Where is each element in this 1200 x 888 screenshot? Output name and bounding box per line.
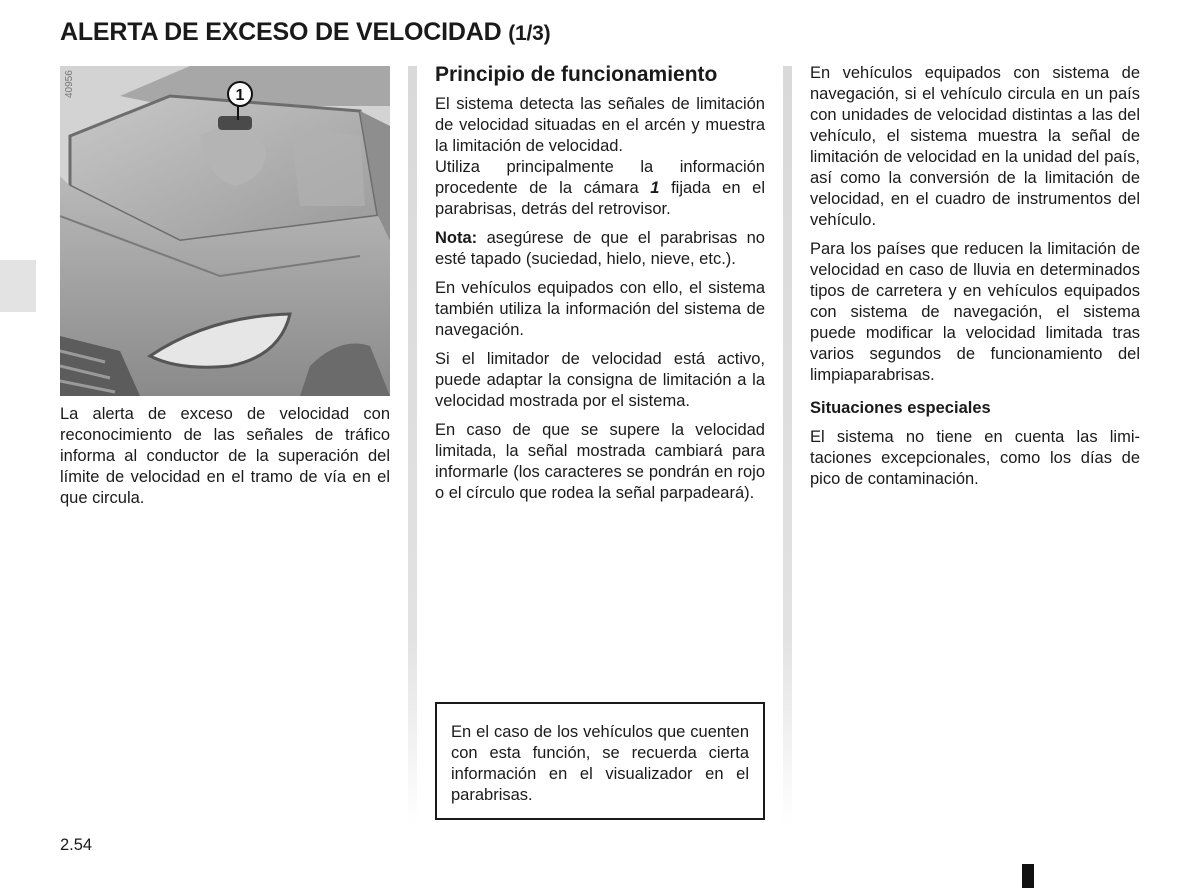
page-title bbox=[60, 18, 550, 47]
column-separator bbox=[408, 66, 417, 826]
illustration-caption: La alerta de exceso de velocidad con reconocimiento de las señales de tráfico informa al conductor de la superación del límite de velocidad en el tramo de vía en el que circula. bbox=[60, 405, 390, 507]
column-middle bbox=[435, 62, 765, 512]
subsection-heading: Situaciones especiales bbox=[810, 399, 991, 417]
car-windshield-illustration bbox=[60, 66, 390, 396]
paragraph: En caso de que se supere la velocidad limitada, la señal mostrada cambiará para informarle (los caracteres se pondrán en rojo o el círculo que rodea la señal parpadeará). bbox=[435, 421, 765, 502]
image-reference-code: 40956 bbox=[64, 70, 75, 98]
column-left bbox=[60, 404, 390, 509]
info-box bbox=[435, 702, 765, 820]
column-separator bbox=[783, 66, 792, 826]
page-title-text: ALERTA DE EXCESO DE VELOCIDAD bbox=[60, 18, 502, 46]
paragraph: Para los países que reducen la limitación de velocidad en caso de lluvia en determinados tipos de carretera y en vehículos equipados con sistema de navegación, el sistema puede modificar la velocidad limitada tras varios segundos de funcionamiento del limpiaparabrisas. bbox=[810, 240, 1140, 384]
paragraph bbox=[435, 157, 765, 220]
note-label: Nota: bbox=[435, 229, 478, 247]
camera-reference: 1 bbox=[650, 179, 660, 197]
note-text: asegúrese de que el parabrisas no esté tapado (suciedad, hielo, nieve, etc.). bbox=[435, 229, 765, 268]
car-drawing bbox=[60, 66, 390, 396]
paragraph: Si el limitador de velocidad está activo, puede adaptar la consigna de limitación a la velocidad mostrada por el sistema. bbox=[435, 350, 765, 410]
chapter-tab bbox=[0, 260, 36, 312]
paragraph: El sistema detecta las señales de limitación de velocidad situadas en el arcén y muestra la limitación de velocidad. bbox=[435, 95, 765, 155]
paragraph: El sistema no tiene en cuenta las limitaciones excepcionales, como los días de pico de contaminación. bbox=[810, 428, 1140, 488]
paragraph: En vehículos equipados con sistema de navegación, si el vehículo circula en un país con unidades de velocidad distintas a las del vehículo, el sistema muestra la señal de limitación de velocidad en la unidad del país, así como la conversión de la limitación de velocidad, en el cuadro de instrumentos del vehículo. bbox=[810, 64, 1140, 229]
column-right bbox=[810, 63, 1140, 498]
paragraph-text: Utiliza principalmente la información procedente de la cámara bbox=[435, 158, 765, 197]
page-corner-mark bbox=[1022, 864, 1034, 888]
note-paragraph bbox=[435, 228, 765, 270]
page-title-part: (1/3) bbox=[508, 22, 551, 45]
info-box-text: En el caso de los vehículos que cuenten con esta función, se recuerda cierta información en el visualizador en el parabrisas. bbox=[451, 723, 749, 804]
paragraph: En vehículos equipados con ello, el sistema también utiliza la información del sistema de navegación. bbox=[435, 279, 765, 339]
callout-number: 1 bbox=[235, 87, 245, 104]
paragraph-text: fijada en el parabrisas, detrás del retrovisor. bbox=[435, 179, 765, 218]
page-number: 2.54 bbox=[60, 836, 93, 854]
section-heading: Principio de funcionamiento bbox=[435, 63, 718, 86]
